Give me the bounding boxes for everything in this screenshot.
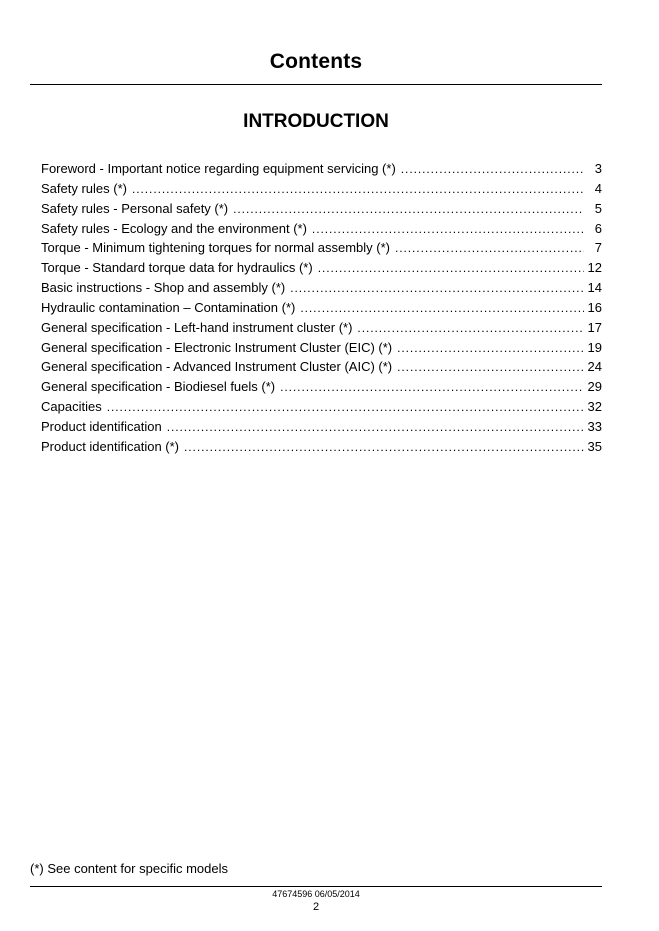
table-of-contents (41, 159, 602, 457)
toc-entry-basic-instructions[interactable] (41, 278, 602, 298)
page-title: Contents (269, 50, 363, 73)
dot-leader (290, 279, 583, 299)
dot-leader (312, 220, 584, 240)
toc-entry-title: General specification - Electronic Instrument Cluster (EIC) (*) (41, 339, 393, 355)
toc-entry-page: 12 (587, 260, 602, 276)
toc-entry-title: General specification - Advanced Instrument Cluster (AIC) (*) (41, 359, 393, 375)
toc-entry-ecology[interactable] (41, 219, 602, 239)
toc-entry-torque-minimum[interactable] (41, 238, 602, 258)
toc-entry-page: 3 (594, 161, 602, 176)
toc-entry-title: Capacities (41, 399, 102, 415)
toc-entry-page: 19 (587, 339, 602, 355)
dot-leader (401, 160, 584, 180)
dot-leader (397, 358, 583, 378)
dot-leader (132, 180, 584, 200)
dot-leader (167, 418, 584, 438)
toc-entry-page: 29 (587, 379, 602, 395)
toc-entry-safety-rules[interactable] (41, 179, 602, 199)
toc-entry-page: 4 (594, 180, 602, 196)
toc-entry-title: General specification - Left-hand instrument cluster (*) (41, 319, 353, 335)
toc-entry-page: 17 (587, 319, 602, 335)
toc-entry-title: Hydraulic contamination – Contamination (*) (41, 299, 296, 315)
section-heading: INTRODUCTION (243, 111, 389, 132)
dot-leader (300, 299, 583, 319)
document-reference: 47674596 06/05/2014 (272, 889, 360, 899)
toc-entry-product-identification-models[interactable] (41, 437, 602, 457)
toc-entry-page: 14 (587, 280, 602, 296)
toc-entry-hydraulic-contamination[interactable] (41, 298, 602, 318)
toc-entry-title: Torque - Standard torque data for hydraulics (*) (41, 260, 313, 276)
toc-entry-personal-safety[interactable] (41, 199, 602, 219)
toc-entry-title: Product identification (41, 418, 162, 434)
toc-entry-page: 7 (594, 240, 602, 256)
page-number: 2 (312, 901, 320, 913)
toc-entry-title: Safety rules - Personal safety (*) (41, 200, 229, 216)
toc-entry-page: 6 (594, 220, 602, 236)
toc-entry-title: Product identification (*) (41, 438, 180, 454)
toc-entry-page: 5 (594, 200, 602, 216)
dot-leader (280, 378, 583, 398)
toc-entry-left-hand-cluster[interactable] (41, 318, 602, 338)
footer-divider (30, 886, 602, 887)
toc-entry-eic[interactable] (41, 338, 602, 358)
dot-leader (184, 438, 584, 458)
toc-entry-capacities[interactable] (41, 397, 602, 417)
toc-entry-page: 33 (587, 418, 602, 434)
dot-leader (395, 239, 584, 259)
toc-entry-page: 24 (587, 359, 602, 375)
toc-entry-aic[interactable] (41, 357, 602, 377)
title-divider (30, 84, 602, 85)
toc-entry-foreword[interactable] (41, 159, 602, 179)
toc-entry-title: Safety rules (*) (41, 180, 127, 196)
dot-leader (233, 200, 584, 220)
dot-leader (357, 319, 583, 339)
toc-entry-biodiesel[interactable] (41, 377, 602, 397)
toc-entry-title: Foreword - Important notice regarding equipment servicing (*) (41, 161, 396, 176)
toc-entry-title: General specification - Biodiesel fuels (*) (41, 379, 276, 395)
toc-entry-title: Safety rules - Ecology and the environment (*) (41, 220, 307, 236)
toc-entry-page: 32 (587, 399, 602, 415)
toc-entry-title: Torque - Minimum tightening torques for normal assembly (*) (41, 240, 390, 256)
dot-leader (318, 259, 584, 279)
toc-entry-page: 35 (587, 438, 602, 454)
toc-entry-title: Basic instructions - Shop and assembly (*) (41, 280, 286, 296)
toc-entry-product-identification[interactable] (41, 417, 602, 437)
footnote: (*) See content for specific models (30, 861, 228, 876)
dot-leader (397, 339, 583, 359)
dot-leader (107, 398, 584, 418)
toc-entry-page: 16 (587, 299, 602, 315)
toc-entry-torque-hydraulics[interactable] (41, 258, 602, 278)
